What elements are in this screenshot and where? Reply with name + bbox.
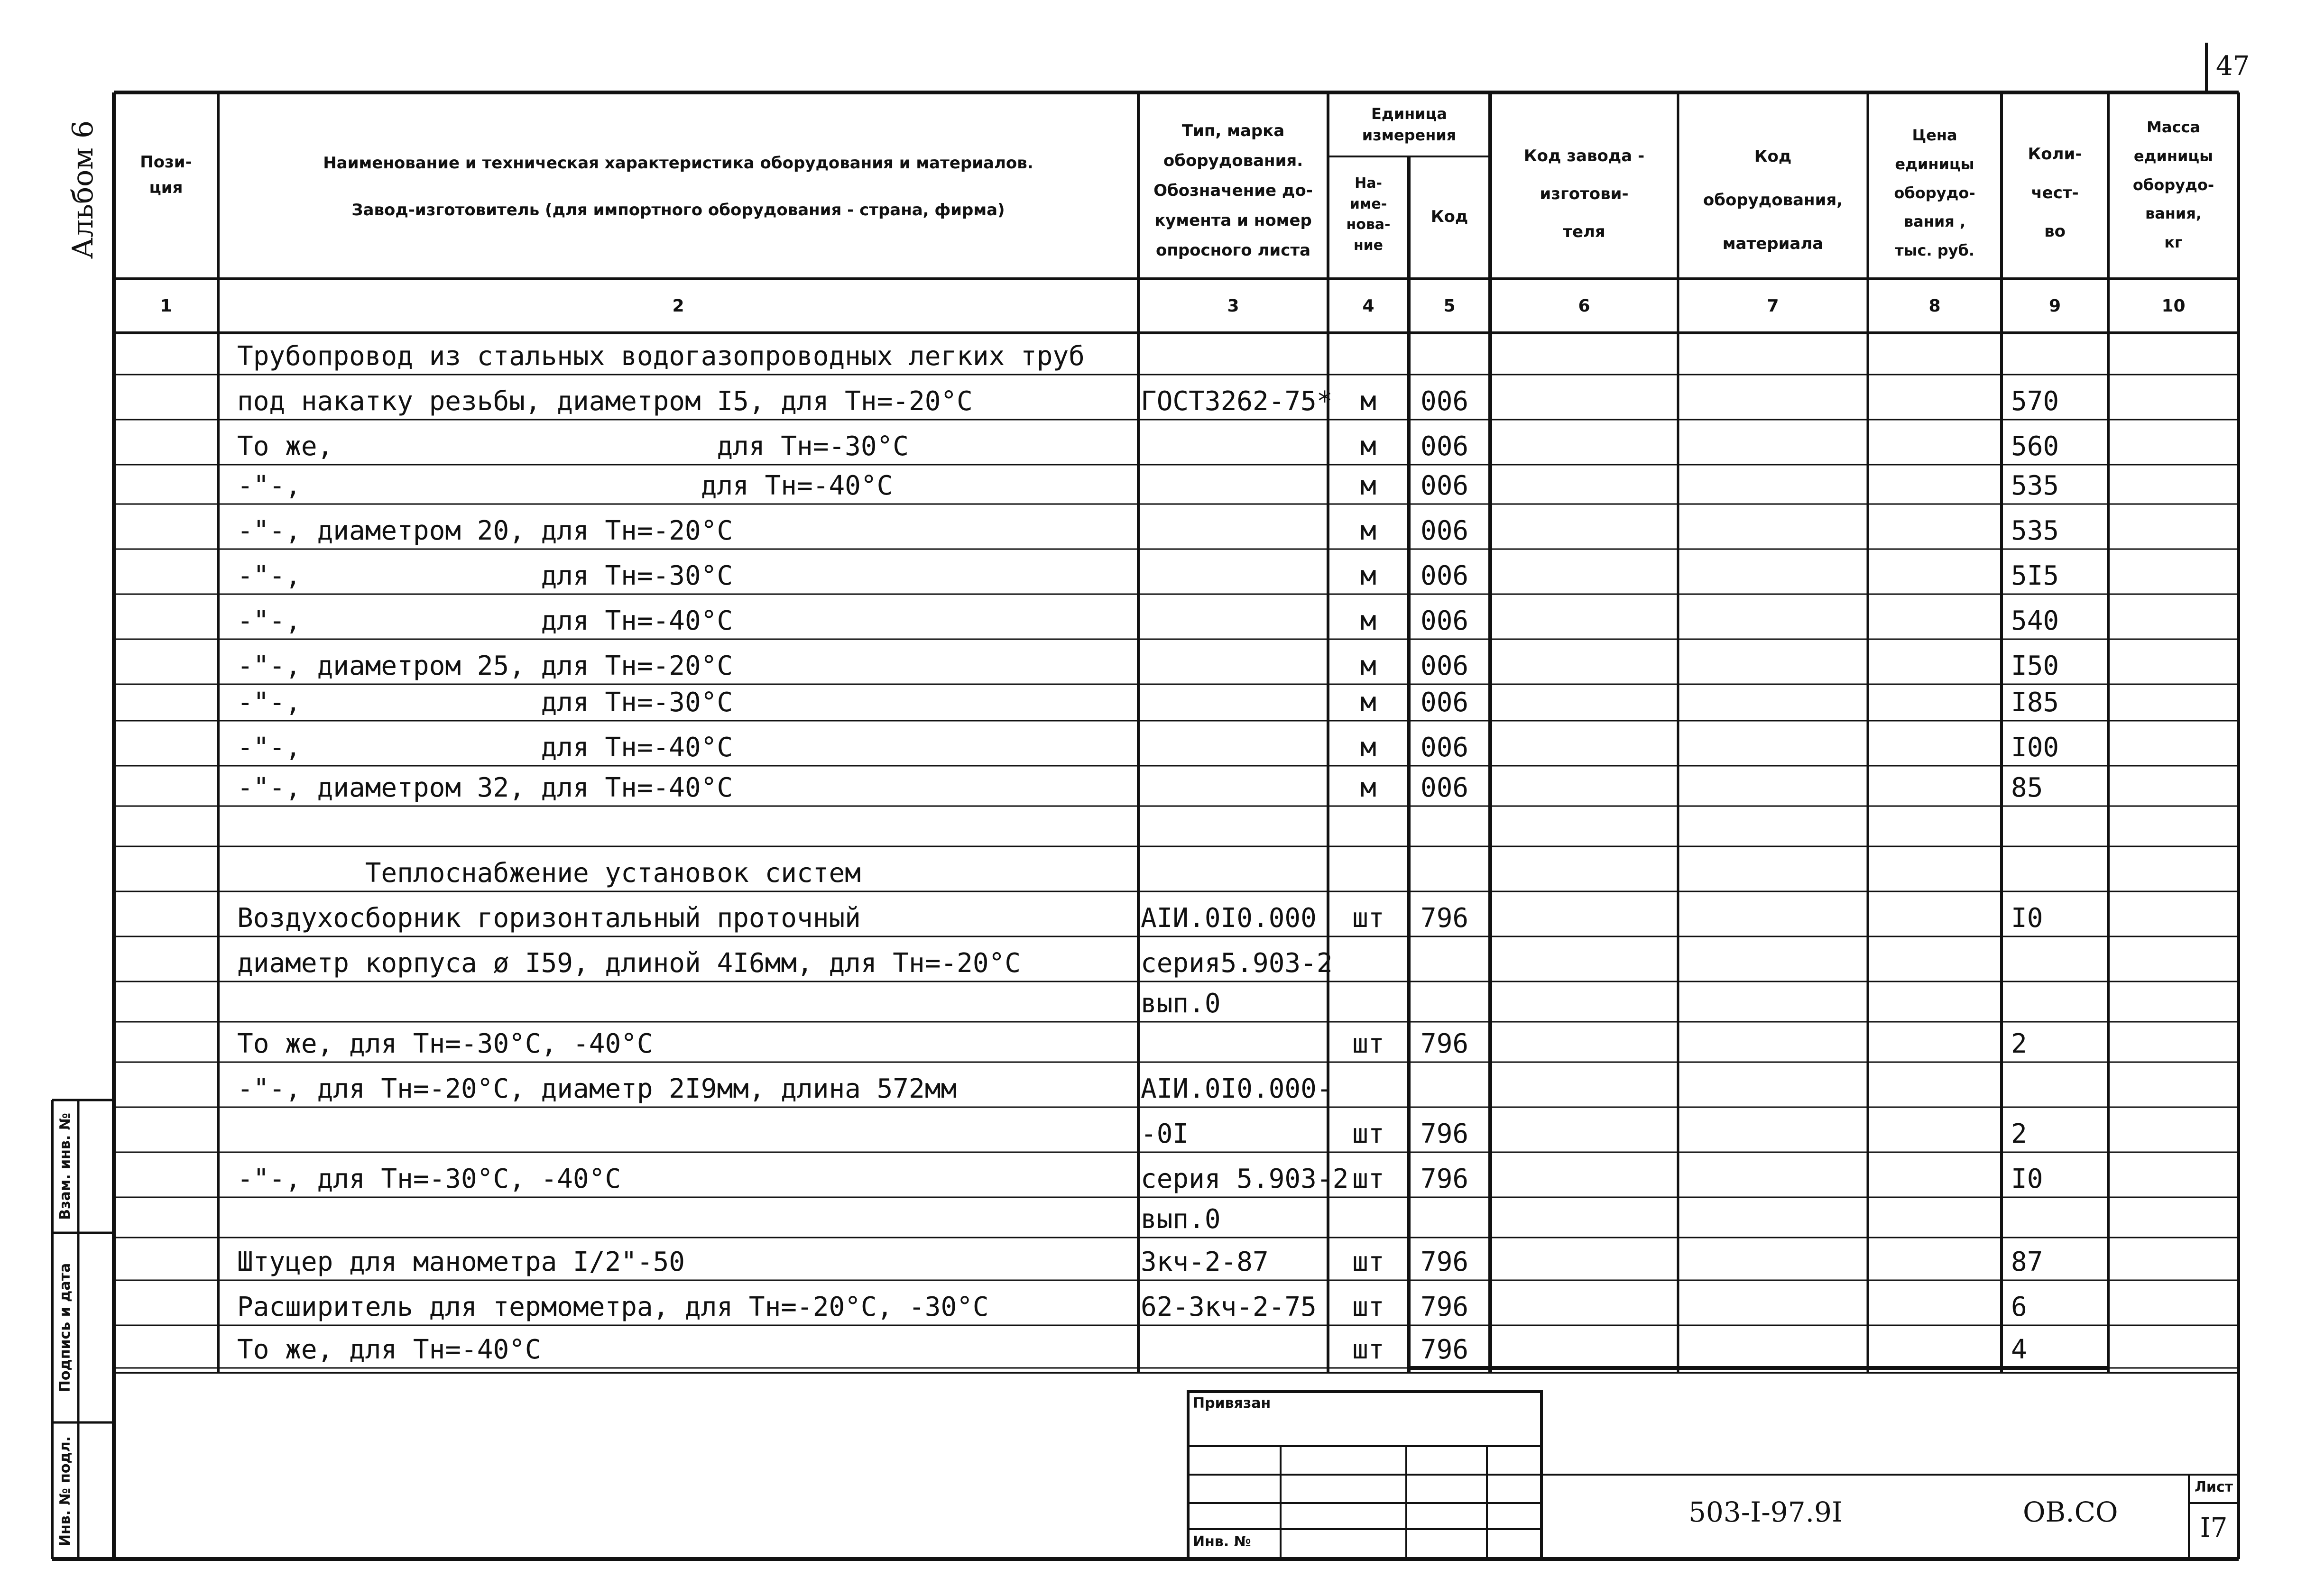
- sheet-label: Лист: [2194, 1479, 2233, 1495]
- row-unit: шт: [1352, 1334, 1384, 1365]
- row-unit: м: [1360, 605, 1376, 636]
- row-code: 796: [1421, 1334, 1469, 1365]
- row-quantity: 2: [2011, 1119, 2027, 1149]
- header-price: Цена единицы оборудо- вания , тыс. руб.: [1894, 126, 1975, 260]
- row-code: 006: [1421, 651, 1469, 681]
- row-quantity: 85: [2011, 772, 2043, 803]
- column-number: 1: [160, 296, 172, 316]
- row-type: ГОСТ3262-75*: [1141, 386, 1333, 417]
- row-unit: шт: [1352, 1247, 1384, 1277]
- row-type: вып.0: [1141, 1204, 1221, 1235]
- row-name: под накатку резьбы, диаметром I5, для Тн=-20°С: [237, 386, 973, 417]
- row-type: серия 5.903-2: [1141, 1164, 1349, 1194]
- attached-label: Привязан: [1193, 1395, 1271, 1412]
- row-type: 62-3кч-2-75: [1141, 1292, 1317, 1322]
- row-code: 006: [1421, 515, 1469, 546]
- page-number: 47: [2216, 51, 2250, 82]
- row-name: -"-, для Тн=-30°С: [237, 687, 733, 718]
- header-unit-name: На- име- нова- ние: [1346, 175, 1391, 254]
- document-code: 503-I-97.9I: [1688, 1496, 1843, 1528]
- row-unit: м: [1360, 560, 1376, 591]
- row-quantity: 560: [2011, 431, 2059, 462]
- column-number: 9: [2048, 296, 2061, 316]
- column-number: 8: [1928, 296, 1941, 316]
- row-quantity: 5I5: [2011, 560, 2059, 591]
- column-number: 7: [1767, 296, 1779, 316]
- row-code: 796: [1421, 1164, 1469, 1194]
- row-unit: шт: [1352, 1119, 1384, 1149]
- row-type: вып.0: [1141, 988, 1221, 1019]
- row-code: 006: [1421, 470, 1469, 501]
- row-code: 006: [1421, 687, 1469, 718]
- column-number: 6: [1578, 296, 1590, 316]
- row-quantity: 6: [2011, 1292, 2027, 1322]
- row-name: Теплоснабжение установок систем: [237, 858, 861, 889]
- column-number: 4: [1362, 296, 1375, 316]
- row-name: Воздухосборник горизонтальный проточный: [237, 903, 861, 934]
- row-quantity: I85: [2011, 687, 2059, 718]
- album-label: Альбом 6: [66, 120, 100, 259]
- row-quantity: I0: [2011, 903, 2043, 934]
- row-name: -"-, диаметром 25, для Тн=-20°С: [237, 651, 733, 681]
- row-name: -"-, для Тн=-30°С: [237, 560, 733, 591]
- row-name: Расширитель для термометра, для Тн=-20°С, -30°С: [237, 1292, 989, 1322]
- row-code: 006: [1421, 386, 1469, 417]
- row-name: Трубопровод из стальных водогазопроводных легких труб: [237, 341, 1085, 372]
- header-name: Наименование и техническая характеристика оборудования и материалов. Завод-изготовитель (для импортного оборудования - страна, фирма): [323, 154, 1033, 220]
- header-position: Пози- ция: [140, 153, 192, 198]
- replaced-inventory-label: Взам. инв. №: [57, 1113, 74, 1220]
- row-quantity: 87: [2011, 1247, 2043, 1277]
- row-type: АIИ.0I0.000-: [1141, 1073, 1333, 1104]
- row-code: 796: [1421, 1028, 1469, 1059]
- row-unit: шт: [1352, 1028, 1384, 1059]
- column-number: 10: [2161, 296, 2186, 316]
- document-mark: ОВ.СО: [2023, 1496, 2118, 1528]
- row-unit: м: [1360, 732, 1376, 763]
- row-code: 006: [1421, 605, 1469, 636]
- row-unit: м: [1360, 687, 1376, 718]
- row-quantity: 535: [2011, 470, 2059, 501]
- row-type: -0I: [1141, 1119, 1189, 1149]
- row-type: серия5.903-2: [1141, 948, 1333, 979]
- header-unit: Единица измерения: [1362, 105, 1457, 144]
- row-quantity: I50: [2011, 651, 2059, 681]
- row-code: 796: [1421, 1247, 1469, 1277]
- column-number: 5: [1443, 296, 1456, 316]
- row-unit: м: [1360, 772, 1376, 803]
- sheet-number: I7: [2200, 1513, 2228, 1543]
- row-quantity: 535: [2011, 515, 2059, 546]
- row-quantity: I00: [2011, 732, 2059, 763]
- column-number: 2: [672, 296, 684, 316]
- row-name: -"-, диаметром 32, для Тн=-40°С: [237, 772, 733, 803]
- row-name: То же, для Тн=-30°С, -40°С: [237, 1028, 653, 1059]
- row-quantity: 570: [2011, 386, 2059, 417]
- row-name: -"-, для Тн=-20°С, диаметр 2I9мм, длина 572мм: [237, 1073, 957, 1104]
- row-name: -"-, для Тн=-40°С: [237, 605, 733, 636]
- row-name: -"-, диаметром 20, для Тн=-20°С: [237, 515, 733, 546]
- row-code: 006: [1421, 431, 1469, 462]
- header-equipment-code: Код оборудования, материала: [1703, 147, 1843, 253]
- row-unit: шт: [1352, 1292, 1384, 1322]
- row-name: -"-, для Тн=-40°С: [237, 732, 733, 763]
- row-unit: м: [1360, 386, 1376, 417]
- row-code: 796: [1421, 1119, 1469, 1149]
- header-unit-code: Код: [1430, 207, 1468, 226]
- row-unit: м: [1360, 470, 1376, 501]
- row-unit: м: [1360, 431, 1376, 462]
- row-name: диаметр корпуса ø I59, длиной 4I6мм, для Тн=-20°С: [237, 948, 1021, 979]
- row-unit: шт: [1352, 903, 1384, 934]
- header-quantity: Коли- чест- во: [2028, 145, 2082, 241]
- row-code: 006: [1421, 772, 1469, 803]
- row-unit: м: [1360, 515, 1376, 546]
- row-type: 3кч-2-87: [1141, 1247, 1269, 1277]
- row-quantity: 540: [2011, 605, 2059, 636]
- row-name: То же, для Тн=-30°С: [237, 431, 909, 462]
- header-mass: Масса единицы оборудо- вания, кг: [2132, 118, 2214, 252]
- row-name: -"-, для Тн=-30°С, -40°С: [237, 1164, 621, 1194]
- inventory-number-label: Инв. №: [1193, 1533, 1251, 1550]
- inventory-original-label: Инв. № подл.: [57, 1436, 74, 1547]
- column-number: 3: [1227, 296, 1239, 316]
- row-code: 796: [1421, 903, 1469, 934]
- row-quantity: 4: [2011, 1334, 2027, 1365]
- row-quantity: 2: [2011, 1028, 2027, 1059]
- row-name: Штуцер для манометра I/2"-50: [237, 1247, 685, 1277]
- row-code: 006: [1421, 560, 1469, 591]
- row-name: То же, для Тн=-40°С: [237, 1334, 541, 1365]
- row-unit: м: [1360, 651, 1376, 681]
- row-unit: шт: [1352, 1164, 1384, 1194]
- row-quantity: I0: [2011, 1164, 2043, 1194]
- header-type: Тип, марка оборудования. Обозначение до- кумента и номер опросного листа: [1153, 121, 1313, 260]
- row-code: 796: [1421, 1292, 1469, 1322]
- header-factory-code: Код завода - изготови- теля: [1523, 147, 1645, 241]
- row-code: 006: [1421, 732, 1469, 763]
- row-name: -"-, для Тн=-40°С: [237, 470, 893, 501]
- signature-date-label: Подпись и дата: [57, 1263, 74, 1393]
- row-type: АIИ.0I0.000: [1141, 903, 1317, 934]
